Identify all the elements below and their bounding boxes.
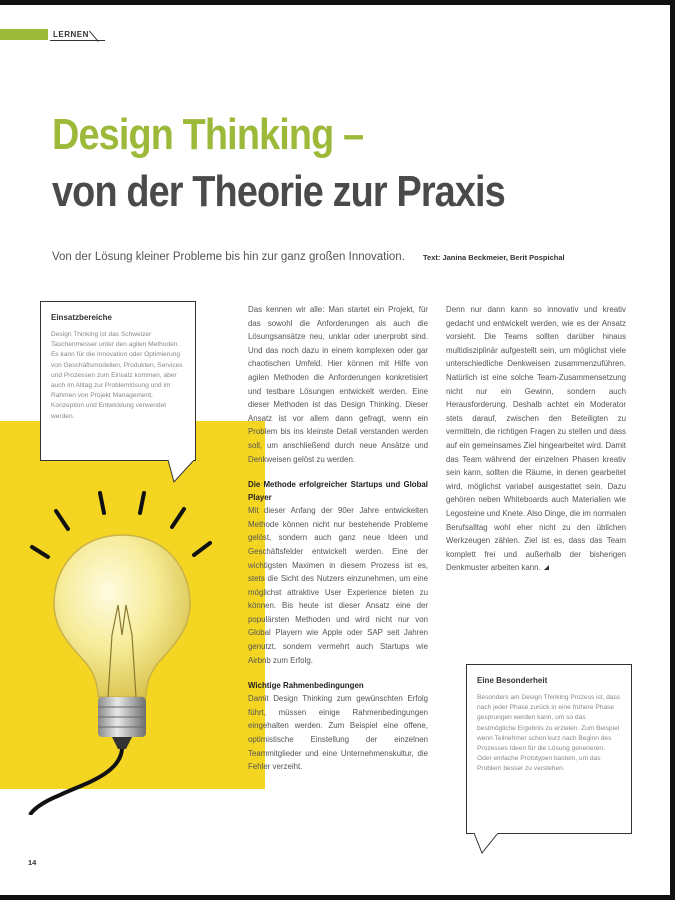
section-tag: LERNEN [53, 30, 89, 39]
bulb-glass [54, 535, 190, 697]
lightbulb-illustration [20, 485, 250, 815]
speech-bubble-tail [168, 460, 194, 486]
light-ray [172, 509, 184, 527]
light-ray [140, 493, 144, 513]
info-box-besonderheit [466, 664, 632, 834]
section-tag-bar [0, 29, 48, 40]
info-box-title: Einsatzbereiche [51, 313, 112, 322]
bulb-contact [112, 737, 132, 749]
end-of-article-icon [544, 565, 549, 570]
title-line-2: von der Theorie zur Praxis [52, 167, 505, 216]
paragraph-text: Denn nur dann kann so innovativ und kreativ gedacht und entwickelt werden, wie es der Ansatz vorsieht. Die Teams sollten darüber hinaus multidisziplinär aufgestellt sein, um möglichst viele unterschiedliche Denkweisen zusammenzuführen. Natürlich ist eine solche Team-Zusammensetzung nicht nur ein Gewinn, sondern auch Herausforderung. Deshalb achtet ein Moderator stets darauf, zwischen den Beteiligten zu vermitteln, die richtigen Fragen zu stellen und dass auf ein gemeinsames Ziel hingearbeitet wird. Damit das Team während der einzelnen Phasen kreativ sein kann, sollten die Räume, in denen gearbeitet wird, möglichst variabel ausgestattet sein. Dazu gehören neben Whiteboards auch Materialien wie Legosteine und Knete. Also Dinge, die im normalen Berufsalltag wohl eher nicht zu den üblichen Werkzeugen zählen. Ziel ist es, dass das Team komplett frei und außerhalb der bisherigen Denkmuster arbeiten kann. [446, 305, 626, 573]
page-number: 14 [28, 858, 37, 867]
light-ray [32, 547, 48, 557]
info-box-title: Eine Besonderheit [477, 676, 548, 685]
subheading: Die Methode erfolgreicher Startups und Global Player [248, 480, 428, 503]
info-box-text: Besonders am Design Thinking Prozess ist, dass nach jeder Phase zurück in eine frühere Phase gesprungen werden kann, um so das bestmögliche Ergebnis zu erzielen. Zum Beispiel wenn Teilnehmer schon kurz nach Beginn des Prozesses Ideen für die Lösung generieren. Oder einfache Prototypen basteln, um das Problem besser zu verstehen. [477, 694, 621, 773]
paragraph: Mit dieser Anfang der 90er Jahre entwickelten Methode können nicht nur bestehende Probleme gelöst, sondern auch ganz neue Ideen und Geschäftsfelder entwickelt werden. Eine der wichtigsten Maximen in diesem Prozess ist es, stets die Sicht des Nutzers einzunehmen, um eine möglichst attraktive User Experience bieten zu können. Bis heute ist dieser Ansatz eine der populärsten Methoden und wird nicht nur von Global Playern wie Apple oder SAP seit Jahren genutzt, sondern vermehrt auch Startups wie Airbnb zum Erfolg. [248, 506, 428, 665]
light-ray [100, 493, 104, 513]
author-credits: Text: Janina Beckmeier, Berit Pospichal [423, 253, 565, 262]
text-column-1 [248, 303, 428, 774]
paragraph: Das kennen wir alle: Man startet ein Projekt, für das sowohl die Anforderungen als auch die Lösungsansätze neu, unklar oder unerprobt sind. Und das noch dazu in einem komplexen oder gar chaotischen Umfeld. Hier können mit Hilfe von agilen Methoden die Anforderungen konkretisiert und testbare Lösungen entwickelt werden. Eine dieser Methoden ist das Design Thinking. Dieser Ansatz ist vor allem dann gefragt, wenn ein Problem bis ins kleinste Detail verstanden werden soll, um anschließend durch neue Ansätze und Denkweisen gelöst zu werden. [248, 305, 428, 464]
paragraph [446, 303, 626, 575]
top-border [0, 0, 675, 5]
bulb-cable [30, 749, 122, 815]
info-box-text: Design Thinking ist das Schweizer Taschenmesser unter den agilen Methoden. Es kann für die Innovation oder Optimierung von Geschäftsmodellen, Produkten, Services und Prozessen zum Einsatz kommen, aber auch im Alltag zur Problemlösung und im Rahmen von Projekt Management, Konzeption und Entwicklung verwendet werden. [51, 331, 183, 420]
subtitle: Von der Lösung kleiner Probleme bis hin zur ganz großen Innovation. [52, 251, 405, 263]
light-ray [194, 543, 210, 555]
speech-bubble-tail [474, 833, 500, 857]
right-border [670, 0, 675, 900]
bottom-border [0, 895, 675, 900]
title-line-1: Design Thinking – [52, 110, 364, 159]
text-column-2 [446, 303, 626, 575]
info-box-einsatzbereiche [40, 301, 196, 461]
paragraph: Damit Design Thinking zum gewünschten Erfolg führt, müssen einige Rahmenbedingungen eingehalten werden. Zum Beispiel eine offene, optimistische Einstellung der einzelnen Teammitglieder und eine Unternehmenskultur, die Fehler verzeiht. [248, 694, 428, 772]
light-ray [56, 511, 68, 529]
subheading: Wichtige Rahmenbedingungen [248, 681, 364, 691]
